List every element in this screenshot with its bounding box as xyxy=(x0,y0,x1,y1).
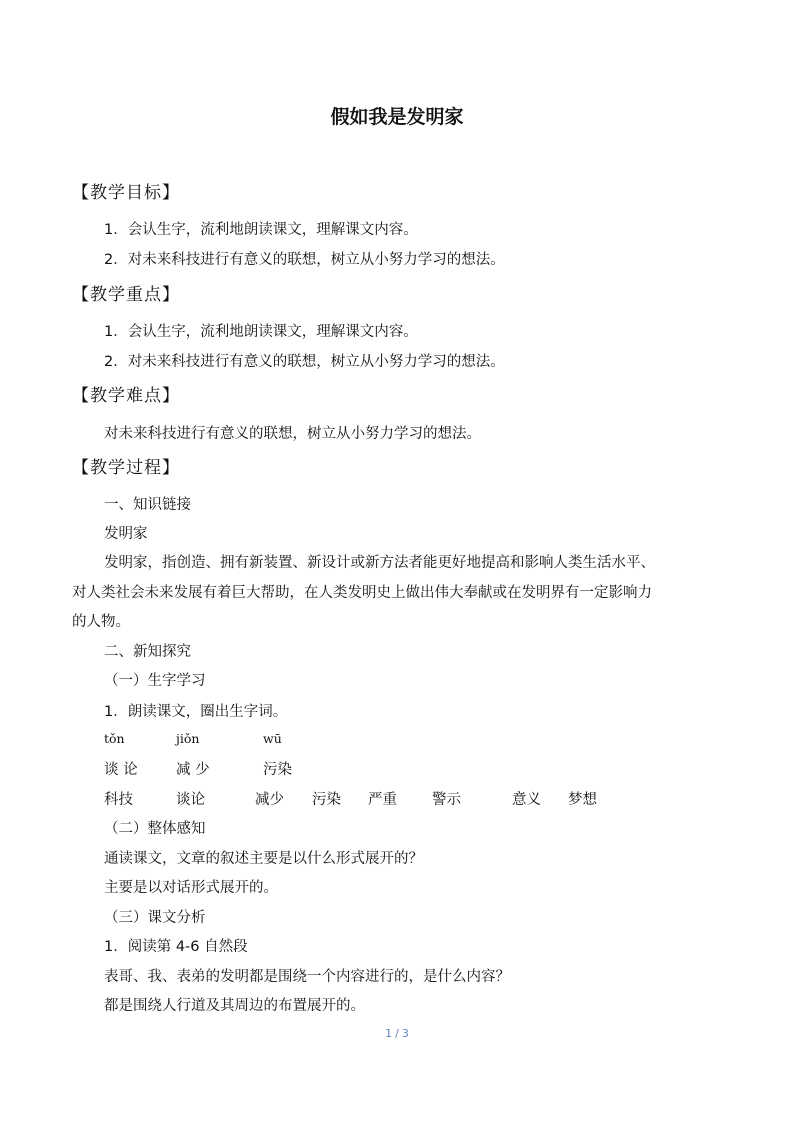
vocab-word: 污染 xyxy=(312,792,341,808)
answer-1: 主要是以对话形式展开的。 xyxy=(104,880,278,896)
definition-line-1: 发明家，指创造、拥有新装置、新设计或新方法者能更好地提高和影响人类生活水平、 xyxy=(104,555,655,571)
goals-item-1: 1．会认生字，流利地朗读课文，理解课文内容。 xyxy=(104,222,418,238)
vocab-word: 科技 xyxy=(104,792,133,808)
subsection-3: （三）课文分析 xyxy=(104,910,206,926)
section-heading-key-points: 【教学重点】 xyxy=(72,285,180,305)
vocab-word: 意义 xyxy=(512,792,541,808)
vocab-word: 梦想 xyxy=(568,792,597,808)
definition-line-2: 对人类社会未来发展有着巨大帮助，在人类发明史上做出伟大奉献或在发明界有一定影响力 xyxy=(72,585,652,601)
vocab-word: 谈论 xyxy=(176,792,205,808)
question-2: 表哥、我、表弟的发明都是围绕一个内容进行的，是什么内容？ xyxy=(104,969,510,985)
document-title: 假如我是发明家 xyxy=(330,106,464,128)
section-heading-difficulties: 【教学难点】 xyxy=(72,386,180,406)
process-term: 发明家 xyxy=(104,526,148,542)
question-1: 通读课文，文章的叙述主要是以什么形式展开的？ xyxy=(104,851,423,867)
key-points-item-2: 2．对未来科技进行有意义的联想，树立从小努力学习的想法。 xyxy=(104,354,505,370)
pinyin-3: wū xyxy=(263,731,282,746)
process-part-2: 二、新知探究 xyxy=(104,644,191,660)
answer-2: 都是围绕人行道及其周边的布置展开的。 xyxy=(104,998,365,1014)
goals-item-2: 2．对未来科技进行有意义的联想，树立从小努力学习的想法。 xyxy=(104,252,505,268)
task-2: 1．阅读第 4-6 自然段 xyxy=(104,939,248,955)
subsection-2: （二）整体感知 xyxy=(104,821,206,837)
section-heading-goals: 【教学目标】 xyxy=(72,183,180,203)
vocab-word: 严重 xyxy=(368,792,397,808)
pinyin-word-1: 谈 论 xyxy=(104,762,138,778)
subsection-1: （一）生字学习 xyxy=(104,673,206,689)
task-1: 1．朗读课文，圈出生字词。 xyxy=(104,704,288,720)
page-number: 1 / 3 xyxy=(385,1028,409,1040)
section-heading-process: 【教学过程】 xyxy=(72,458,180,478)
vocab-word: 减少 xyxy=(255,792,284,808)
pinyin-word-3: 污染 xyxy=(263,762,292,778)
process-part-1: 一、知识链接 xyxy=(104,497,191,513)
pinyin-1: tǒn xyxy=(104,731,125,746)
vocab-word: 警示 xyxy=(432,792,461,808)
pinyin-word-2: 减 少 xyxy=(176,762,210,778)
pinyin-2: jiǒn xyxy=(176,731,200,746)
difficulties-text: 对未来科技进行有意义的联想，树立从小努力学习的想法。 xyxy=(104,426,481,442)
definition-line-3: 的人物。 xyxy=(72,614,130,630)
key-points-item-1: 1．会认生字，流利地朗读课文，理解课文内容。 xyxy=(104,324,418,340)
